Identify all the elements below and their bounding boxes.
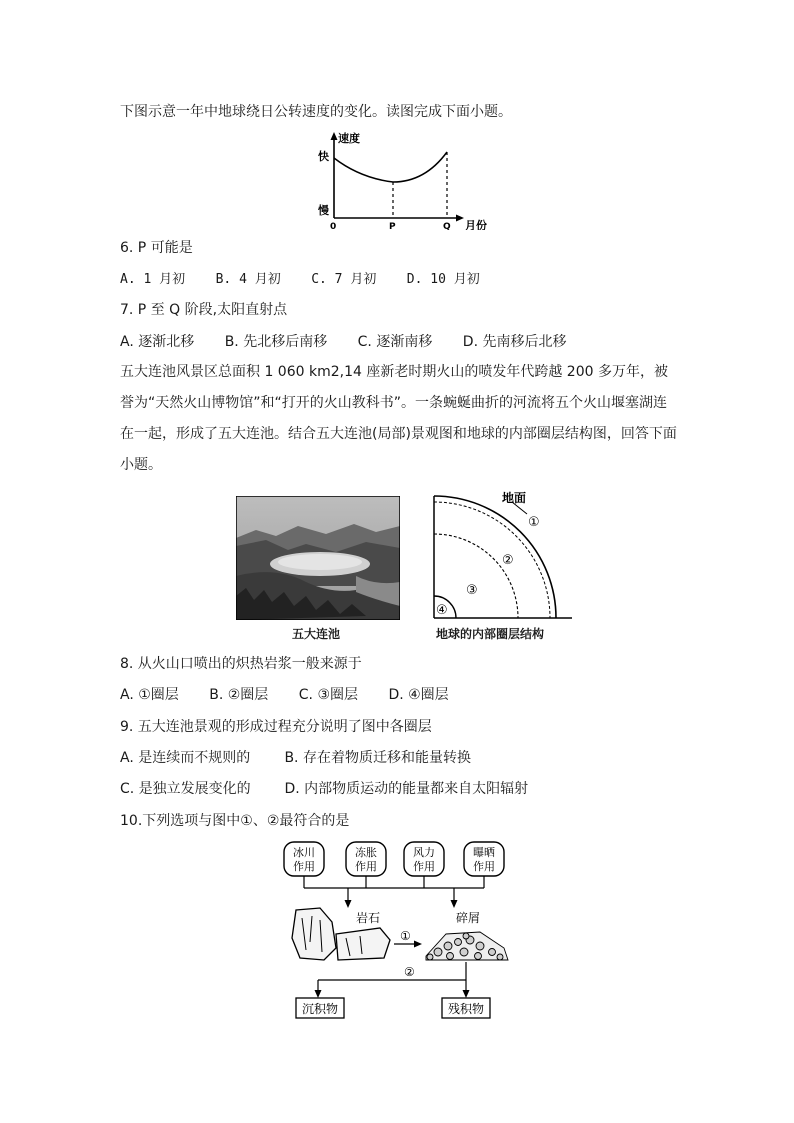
intro-text-2: 五大连池风景区总面积 1 060 km2,14 座新老时期火山的喷发年代跨越 200 多万年，被誉为“天然火山博物馆”和“打开的火山教科书”。一条蜿蜒曲折的河流将五个火山堰塞湖连在一起，形成了五大连池。结合五大连池(局部)景观图和地球的内部圈层结构图，回答下面小题。 xyxy=(120,364,677,473)
svg-text:冻胀: 冻胀 xyxy=(355,846,377,859)
slow-label: 慢 xyxy=(318,204,329,217)
speed-figure xyxy=(310,128,500,230)
svg-text:作用: 作用 xyxy=(413,860,435,873)
q7-stem: 7. P 至 Q 阶段,太阳直射点 xyxy=(120,302,288,318)
q8-option-a: A. ①圈层 xyxy=(120,687,179,703)
debris-label: 碎屑 xyxy=(456,911,481,925)
q9-option-c: C. 是独立发展变化的 xyxy=(120,781,251,797)
earth-layers-figure xyxy=(432,488,584,622)
svg-text:冰川: 冰川 xyxy=(293,846,315,859)
q9-options-row-1 xyxy=(120,748,471,768)
q8-options xyxy=(120,685,475,705)
p-label: P xyxy=(389,222,396,230)
q6-option-b: B. 4 月初 xyxy=(215,272,281,287)
svg-text:残积物: 残积物 xyxy=(447,1002,485,1016)
q6-option-a: A. 1 月初 xyxy=(120,272,186,287)
q10-stem: 10.下列选项与图中①、②最符合的是 xyxy=(120,813,350,829)
q9-option-b: B. 存在着物质迁移和能量转换 xyxy=(284,750,471,766)
q6-option-d: D. 10 月初 xyxy=(406,272,480,287)
q7-option-a: A. 逐渐北移 xyxy=(120,334,195,350)
arrow-1-label: ① xyxy=(400,929,411,943)
y-label: 速度 xyxy=(338,132,360,145)
force-box-frost xyxy=(346,842,386,876)
svg-text:沉积物: 沉积物 xyxy=(301,1002,339,1016)
q8-stem: 8. 从火山口喷出的炽热岩浆一般来源于 xyxy=(120,656,362,672)
svg-text:曝晒: 曝晒 xyxy=(473,846,495,859)
q6-options xyxy=(120,269,506,290)
photo-caption: 五大连池 xyxy=(292,627,341,641)
q9-option-a: A. 是连续而不规则的 xyxy=(120,750,251,766)
fast-label: 快 xyxy=(318,150,329,163)
rock-label: 岩石 xyxy=(356,911,381,925)
q6-option-c: C. 7 月初 xyxy=(311,272,377,287)
y-axis-arrow xyxy=(331,132,338,140)
q8-option-b: B. ②圈层 xyxy=(209,687,269,703)
x-label: 月份 xyxy=(465,219,487,230)
origin-label: 0 xyxy=(330,222,337,230)
layers-caption: 地球的内部圈层结构 xyxy=(436,627,545,641)
weathering-flow-figure xyxy=(280,838,520,1020)
q7-option-c: C. 逐渐南移 xyxy=(357,334,433,350)
force-box-sun xyxy=(464,842,504,876)
speed-curve xyxy=(334,152,447,182)
surface-label: 地面 xyxy=(502,491,527,505)
svg-text:作用: 作用 xyxy=(355,860,377,873)
svg-text:作用: 作用 xyxy=(293,860,315,873)
q9-option-d: D. 内部物质运动的能量都来自太阳辐射 xyxy=(284,781,529,797)
q6-stem: 6. P 可能是 xyxy=(120,240,193,256)
force-box-wind xyxy=(404,842,444,876)
q8-option-d: D. ④圈层 xyxy=(388,687,449,703)
layer-4-label: ④ xyxy=(436,603,448,618)
arrow-2-label: ② xyxy=(404,965,415,979)
residual-box xyxy=(442,998,490,1018)
q9-options-row-2 xyxy=(120,779,528,799)
q7-option-b: B. 先北移后南移 xyxy=(224,334,328,350)
q-label: Q xyxy=(443,222,451,230)
svg-text:作用: 作用 xyxy=(473,860,495,873)
q9-stem: 9. 五大连池景观的形成过程充分说明了图中各圈层 xyxy=(120,719,432,735)
x-axis-arrow xyxy=(456,215,464,222)
layer-2-label: ② xyxy=(502,553,514,568)
wudalianchi-photo xyxy=(236,496,400,620)
force-box-glacier xyxy=(284,842,324,876)
sediment-box xyxy=(296,998,344,1018)
layer-3-label: ③ xyxy=(466,583,478,598)
svg-text:风力: 风力 xyxy=(413,846,435,859)
q8-option-c: C. ③圈层 xyxy=(298,687,358,703)
layer-1-label: ① xyxy=(528,515,540,530)
q7-options xyxy=(120,332,592,352)
intro-text-1: 下图示意一年中地球绕日公转速度的变化。读图完成下面小题。 xyxy=(120,104,512,120)
debris-icon xyxy=(426,932,508,960)
q7-option-d: D. 先南移后北移 xyxy=(462,334,567,350)
